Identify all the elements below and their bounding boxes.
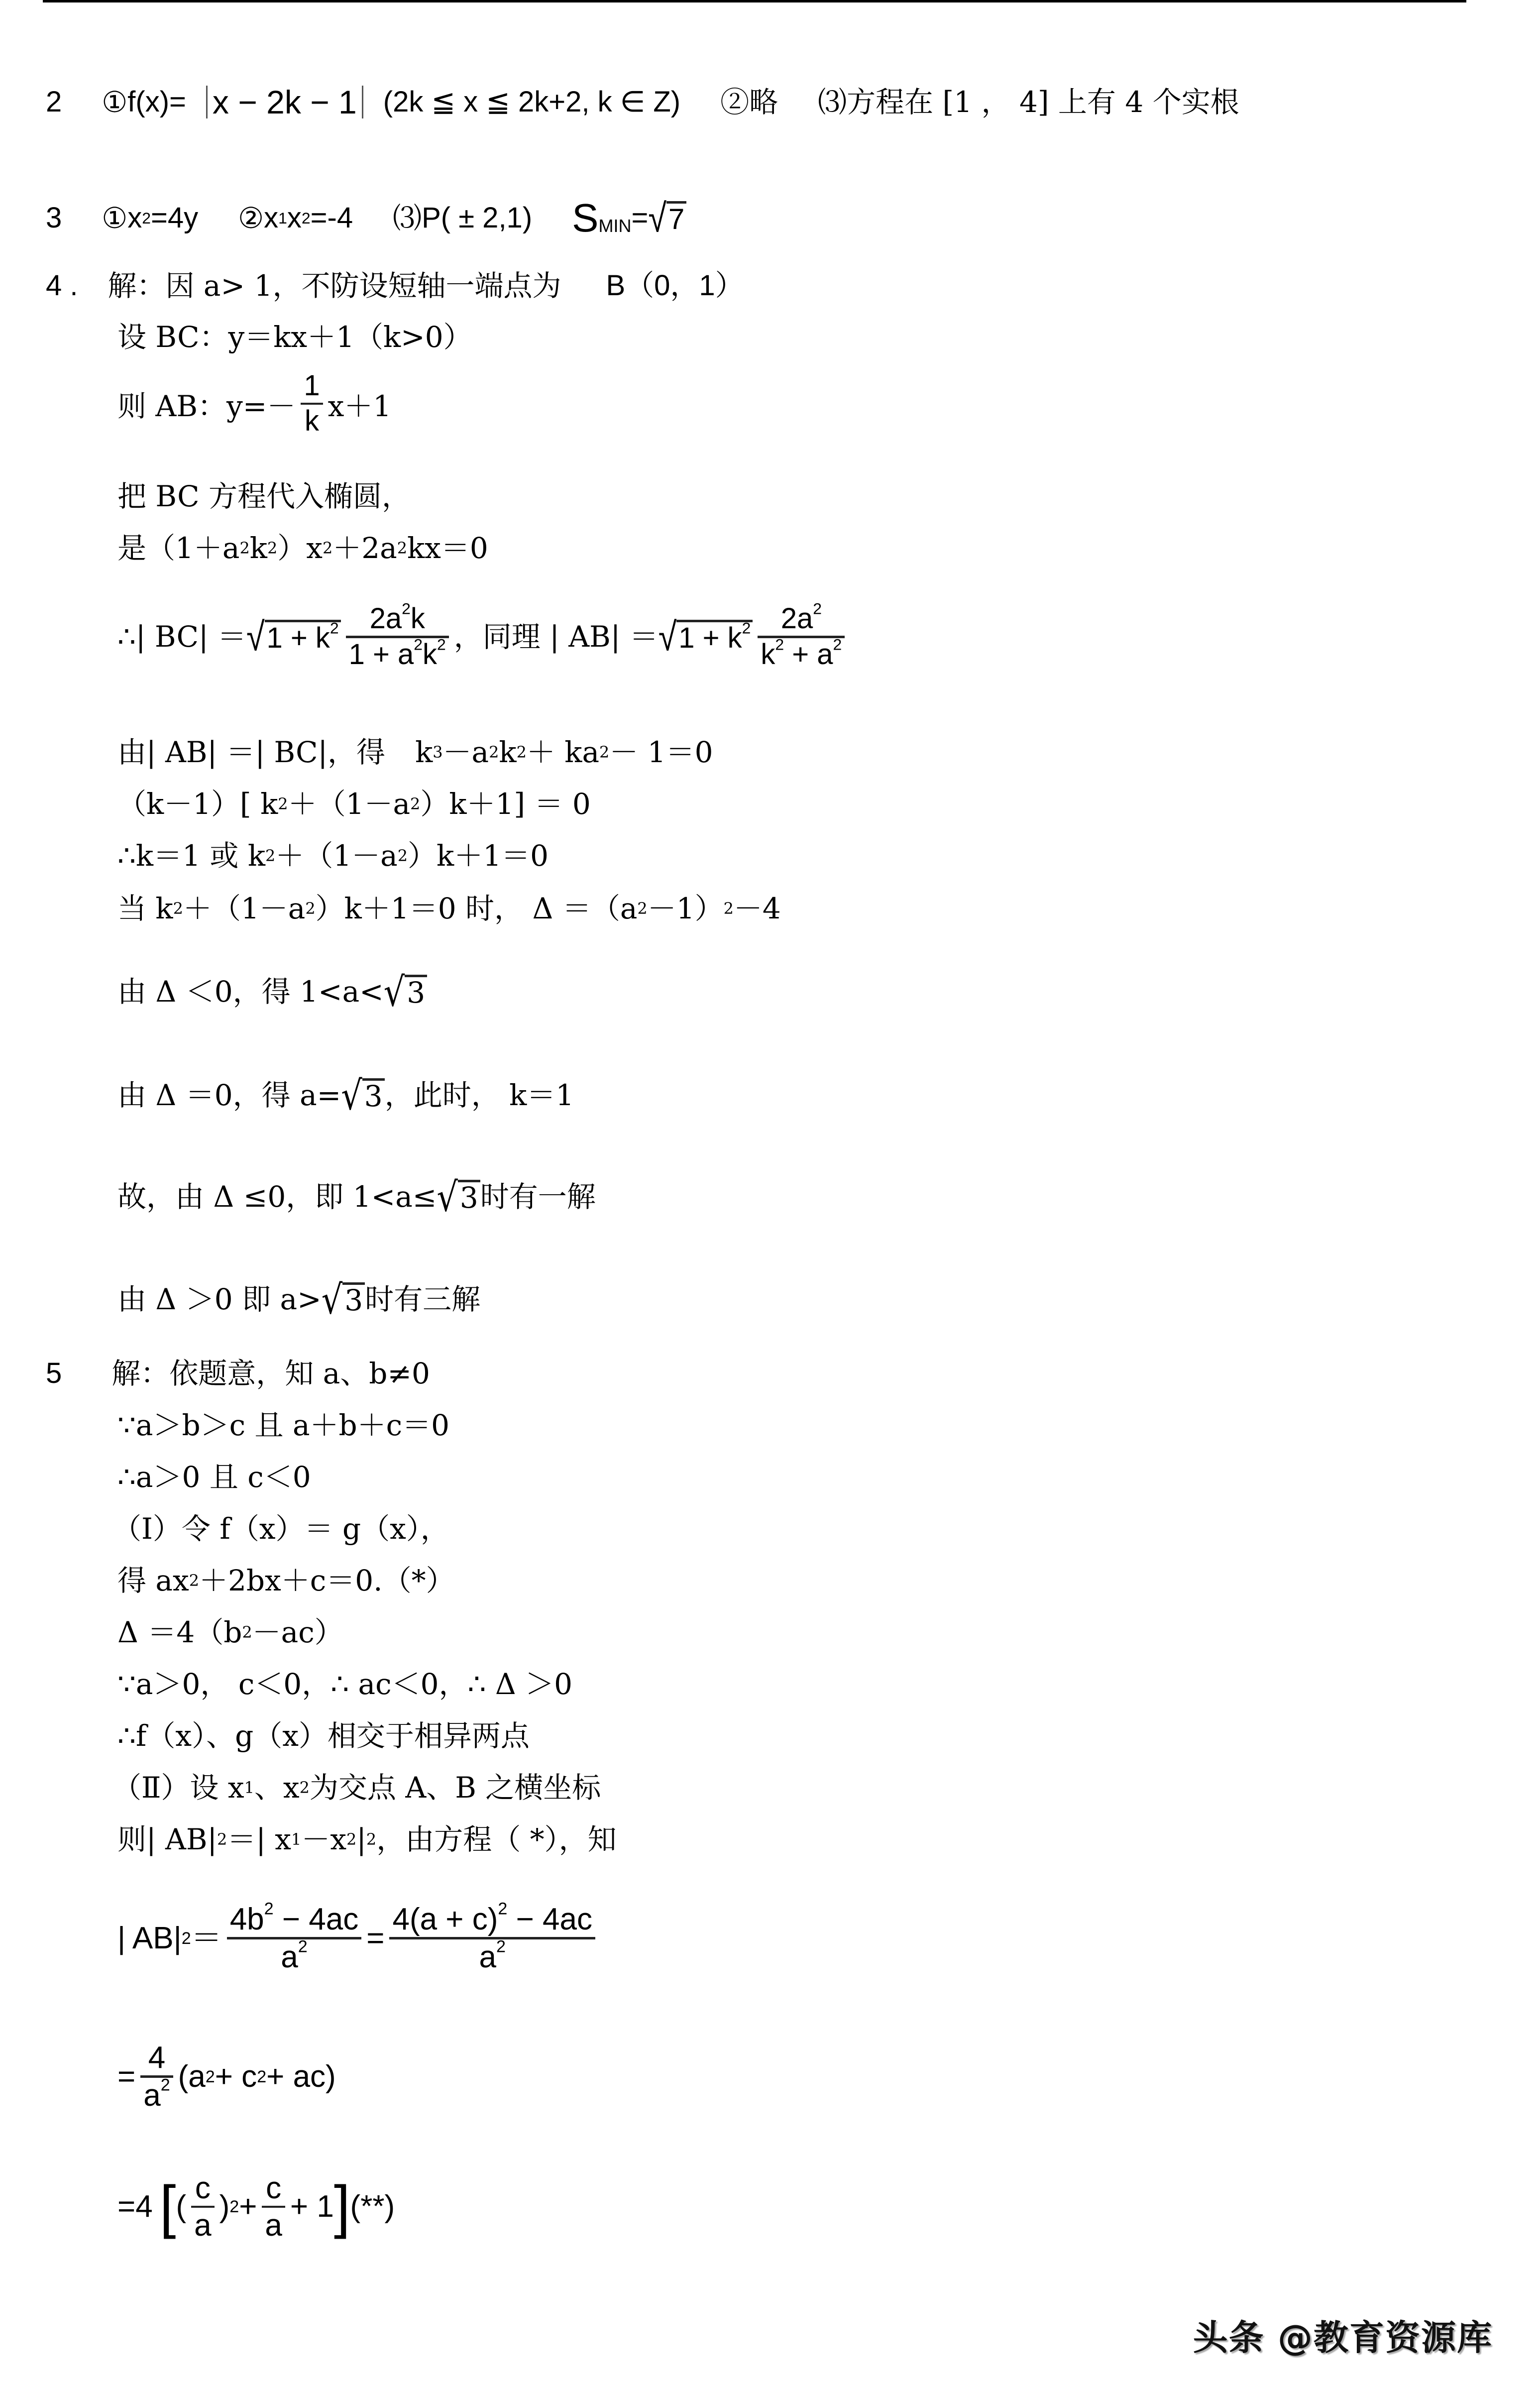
q5-frac-3: 4 $a^2$: [140, 2040, 173, 2114]
q5-frac-2: $4(a + c)^2 - 4ac$ $a^2$: [389, 1902, 595, 1975]
q3-line: 3 ① x 2 =4y ② x 1 x 2 =-4 ⑶ P( ± 2,1) S MIN = √ 7: [46, 198, 686, 238]
q2-domain: (2k ≦ x ≦ 2k+2, k ∈ Z): [383, 86, 681, 118]
sqrt-2: √ $1 + k^2$: [659, 620, 753, 654]
q3-p2-x2: x: [287, 202, 302, 234]
sqrt-3b: √ 3: [341, 1078, 384, 1113]
q4-l3-frac: $\frac{1}{k}$: [301, 369, 323, 438]
q5-line-5: 得 ax 2 ＋2bx＋c＝0.（*）: [117, 1564, 455, 1597]
q5-line-4: （Ⅰ）令 f（x）＝ g（x），: [112, 1512, 449, 1546]
q5-line-2: ∵a＞b＞c 且 a＋b＋c＝0: [117, 1408, 450, 1442]
sqrt-1: √ $1 + k^2$: [246, 620, 341, 654]
q5-frac-5: $\frac{c}{a}$: [262, 2170, 285, 2244]
sqrt-3c: √ 3: [437, 1180, 480, 1214]
q4-line-5: 是（1＋a 2 k 2 ）x 2 ＋2a 2 kx＝0: [117, 531, 488, 565]
q4-line-13: 故，由 Δ ≤0，即 1<a≤ √ 3 时有一解: [117, 1174, 596, 1221]
q4-l1-point: B（0，1）: [606, 269, 744, 302]
q4-line-11: 由 Δ ＜0，得 1<a< √ 3: [117, 975, 427, 1009]
q3-p2-label: ②: [238, 201, 264, 235]
q2-p1-lhs: f(x)=: [127, 86, 186, 118]
q3-p1-base: x: [127, 202, 142, 234]
q5-line-1: 5 解：依题意，知 a、b≠0: [46, 1357, 430, 1390]
q2-p1-label: ①: [102, 85, 128, 119]
q4-l3-b: x＋1: [328, 389, 392, 423]
q4-line-14: 由 Δ ＞0 即 a> √ 3 时有三解: [117, 1276, 481, 1323]
q3-smin-eq: =: [631, 202, 649, 234]
q3-sqrt: √ 7: [648, 201, 686, 235]
q4-line-7: 由| AB| ＝| BC|，得 k 3 －a 2 k 2 ＋ ka 2 － 1＝0: [117, 735, 713, 769]
q3-smin-sub: MIN: [598, 216, 632, 236]
q5-frac-1: $4b^2 - 4ac$ $a^2$: [227, 1902, 362, 1975]
q4-l6-frac2: $2a^2$ $k^2 + a^2$: [758, 602, 845, 671]
q5-line-8: ∴f（x）、g（x）相交于相异两点: [117, 1719, 530, 1753]
q2-abs-expr: x − 2k − 1: [206, 86, 363, 118]
q4-line-6: ∴| BC| ＝ √ $1 + k^2$ $2a^2k$ $1 + a^2k^2$ ，同理 | AB| ＝ √ $1 + k^2$ $2a^2$ $k^2 + a^2$: [117, 602, 850, 671]
q4-l3-a: 则 AB：y=－: [117, 389, 296, 423]
q3-number: 3: [46, 202, 62, 234]
q5-line-9: （Ⅱ）设 x 1 、x 2 为交点 A、B 之横坐标: [112, 1771, 601, 1805]
q4-l1-text: 解：因 a> 1，不防设短轴一端点为: [108, 269, 561, 303]
q3-p1-label: ①: [102, 201, 128, 235]
q5-frac-4: $\frac{c}{a}$: [191, 2170, 214, 2244]
q5-line-13: =4 [ ( $\frac{c}{a}$ ) 2 + $\frac{c}{a}$ + 1 ] (**): [117, 2171, 395, 2243]
q4-line-12: 由 Δ ＝0，得 a= √ 3 ，此时， k＝1: [117, 1072, 574, 1119]
watermark: 头条 @教育资源库: [1193, 2317, 1493, 2358]
q4-line-9: ∴k＝1 或 k 2 ＋（1－a 2 ）k＋1＝0: [117, 839, 549, 873]
q5-line-7: ∵a＞0， c＜0，∴ ac＜0，∴ Δ ＞0: [117, 1667, 573, 1701]
q5-line-3: ∴a＞0 且 c＜0: [117, 1460, 311, 1494]
q5-line-11: | AB| 2 ＝ $4b^2 - 4ac$ $a^2$ = $4(a + c)^2 - 4ac$ $a^2$: [117, 1902, 600, 1975]
q4-line-10: 当 k 2 ＋（1－a 2 ）k＋1＝0 时， Δ ＝（a 2 －1） 2 －4: [117, 892, 781, 925]
q3-p3-text: P( ± 2,1): [422, 202, 533, 234]
q4-number: 4 .: [46, 269, 78, 302]
q3-p3-label: ⑶: [393, 201, 422, 235]
q3-p1-rest: =4y: [151, 202, 199, 234]
q4-l6-frac1: $2a^2k$ $1 + a^2k^2$: [346, 602, 449, 671]
q4-line-8: （k－1）[ k 2 ＋（1－a 2 ）k＋1] ＝ 0: [117, 787, 591, 821]
q2-number: 2: [46, 86, 62, 118]
q4-line-4: 把 BC 方程代入椭圆，: [117, 479, 411, 513]
q3-p2-rest: =-4: [310, 202, 353, 234]
sqrt-3a: √ 3: [384, 975, 427, 1009]
q3-smin-S: S: [572, 196, 599, 240]
q2-part2: ②略: [720, 85, 778, 119]
q4-line-1: [46, 269, 744, 303]
sqrt-3d: √ 3: [322, 1282, 365, 1317]
q4-line-3: [117, 369, 392, 438]
q5-number: 5: [46, 1357, 62, 1389]
q5-line-10: 则| AB| 2 ＝| x 1 －x 2 | 2 ，由方程（ *），知: [117, 1822, 617, 1856]
q2-part3: 方程在 [1 ， 4] 上有 4 个实根: [847, 85, 1239, 119]
q2-line: [46, 86, 1239, 118]
q3-p2-x1: x: [264, 202, 279, 234]
q5-line-6: Δ ＝4（b 2 －ac）: [117, 1615, 343, 1649]
q5-line-12: = 4 $a^2$ (a 2 + c 2 + ac): [117, 2041, 336, 2113]
q2-p3-label: ⑶: [818, 85, 847, 119]
top-rule: [43, 0, 1466, 2]
q4-line-2: 设 BC：y＝kx＋1（k>0）: [117, 320, 472, 354]
